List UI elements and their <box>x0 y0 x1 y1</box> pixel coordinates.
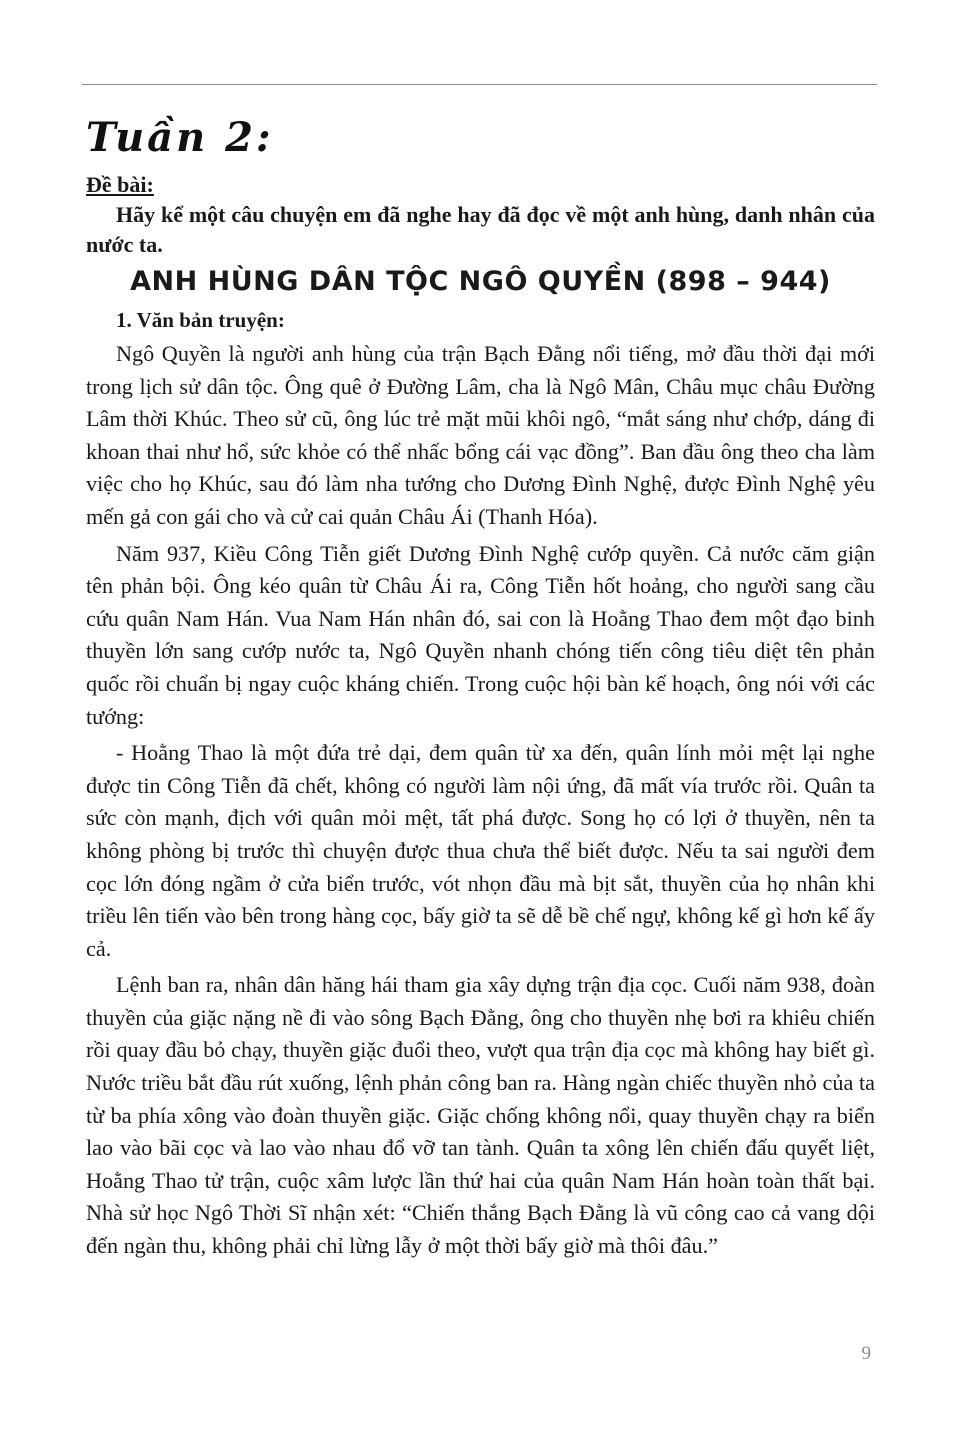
story-paragraph: Năm 937, Kiều Công Tiễn giết Dương Đình Nghệ cướp quyền. Cả nước căm giận tên phản bội. Ông kéo quân từ Châu Ái ra, Công Tiễn hốt hoảng, cho người sang cầu cứu quân Nam Hán. Vua Nam Hán nhân đó, sai con là Hoằng Thao đem một đạo binh thuyền lớn sang cướp nước ta, Ngô Quyền nhanh chóng tiến công tiêu diệt tên phản quốc rồi chuẩn bị ngay cuộc kháng chiến. Trong cuộc hội bàn kế hoạch, ông nói với các tướng: <box>86 540 875 729</box>
story-paragraph-dialogue: - Hoằng Thao là một đứa trẻ dại, đem quân từ xa đến, quân lính mỏi mệt lại nghe được tin Công Tiễn đã chết, không có người làm nội ứng, đã mất vía trước rồi. Quân ta sức còn mạnh, địch với quân mỏi mệt, tất phá được. Song họ có lợi ở thuyền, nên ta không phòng bị trước thì chuyện được thua chưa thể biết được. Nếu ta sai người đem cọc lớn đóng ngầm ở cửa biển trước, vót nhọn đầu mà bịt sắt, thuyền của họ nhân khi triều lên tiến vào bên trong hàng cọc, bấy giờ ta sẽ dễ bề chế ngự, không kế gì hơn kế ấy cả. <box>86 740 875 961</box>
assignment-label: Đề bài: <box>86 172 154 197</box>
story-title: ANH HÙNG DÂN TỘC NGÔ QUYỀN (898 – 944) <box>130 266 831 297</box>
header-rule <box>82 84 877 85</box>
page-number: 9 <box>861 1343 871 1364</box>
assignment-prompt: Hãy kể một câu chuyện em đã nghe hay đã đọc về một anh hùng, danh nhân của nước ta. <box>86 202 875 257</box>
week-title: Tuần 2: <box>86 114 274 161</box>
page-content <box>86 108 875 1267</box>
story-paragraph: Lệnh ban ra, nhân dân hăng hái tham gia xây dựng trận địa cọc. Cuối năm 938, đoàn thuyền của giặc nặng nề đi vào sông Bạch Đằng, ông cho thuyền nhẹ bơi ra khiêu chiến rồi quay đầu bỏ chạy, thuyền giặc đuổi theo, vượt qua trận địa cọc mà không hay biết gì. Nước triều bắt đầu rút xuống, lệnh phản công ban ra. Hàng ngàn chiếc thuyền nhỏ của ta từ ba phía xông vào đoàn thuyền giặc. Giặc chống không nổi, quay thuyền chạy ra biển lao vào bãi cọc và lao vào nhau đổ vỡ tan tành. Quân ta xông lên chiến đấu quyết liệt, Hoằng Thao tử trận, cuộc xâm lược lần thứ hai của quân Nam Hán hoàn toàn thất bại. Nhà sử học Ngô Thời Sĩ nhận xét: “Chiến thắng Bạch Đằng là vũ công cao cả vang dội đến ngàn thu, không phải chỉ lừng lẫy ở một thời bấy giờ mà thôi đâu.” <box>86 972 875 1259</box>
story-paragraph: Ngô Quyền là người anh hùng của trận Bạch Đằng nổi tiếng, mở đầu thời đại mới trong lịch sử dân tộc. Ông quê ở Đường Lâm, cha là Ngô Mân, Châu mục châu Đường Lâm thời Khúc. Theo sử cũ, ông lúc trẻ mặt mũi khôi ngô, “mắt sáng như chớp, dáng đi khoan thai như hổ, sức khỏe có thể nhấc bổng cái vạc đồng”. Ban đầu ông theo cha làm việc cho họ Khúc, sau đó làm nha tướng cho Dương Đình Nghệ, được Đình Nghệ yêu mến gả con gái cho và cử cai quản Châu Ái (Thanh Hóa). <box>86 341 875 529</box>
section-label: 1. Văn bản truyện: <box>116 308 285 332</box>
